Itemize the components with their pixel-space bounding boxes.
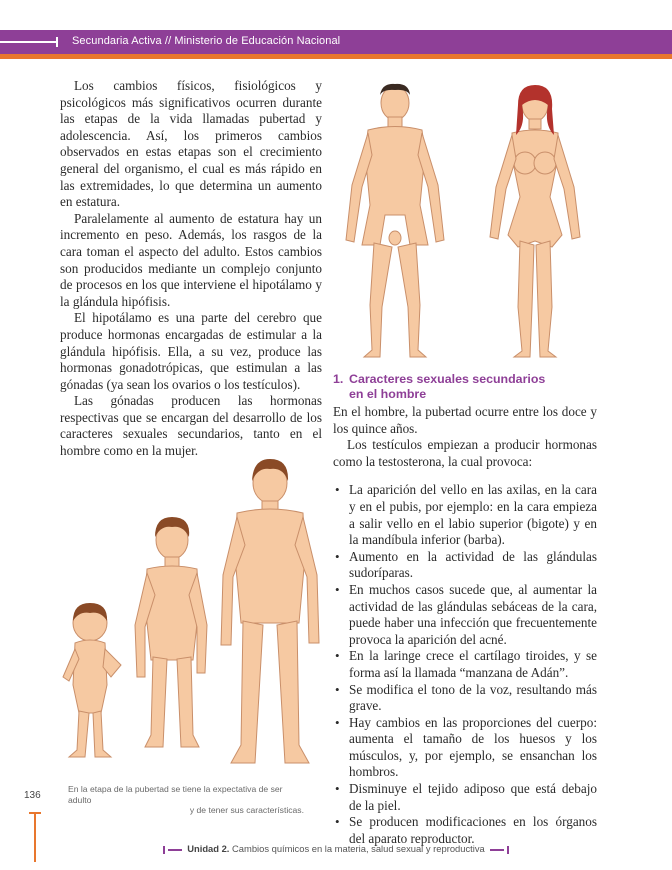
footer-title: Cambios químicos en la materia, salud sexual y reproductiva	[232, 843, 485, 854]
paragraph: Paralelamente al aumento de estatura hay un incremento en peso. Además, los rasgos de la cara toman el aspecto del adulto. Estos cambios son producidos mediante un complejo conjunto de procesos en los que interviene el hipotálamo y la glándula hipófisis.	[60, 210, 322, 309]
paragraph: El hipotálamo es una parte del cerebro que produce hormonas encargadas de estimular a la glándula hipófisis. Ella, a su vez, produce las hormonas gonadotrópicas, que estimulan a las gónadas (ya sean los ovarios o los testículos).	[60, 310, 322, 392]
young-child-figure	[63, 605, 121, 757]
footer-rule-end	[507, 846, 509, 854]
list-item: • Se modifica el tono de la voz, resultando más grave.	[333, 682, 597, 715]
page-number: 136	[24, 790, 41, 801]
list-item: • Disminuye el tejido adiposo que está debajo de la piel.	[333, 781, 597, 814]
list-item: • En muchos casos sucede que, al aumentar la actividad de las glándulas sebáceas de la cara, puede haber una infección que frecuentemente provoca la aparición del acné.	[333, 582, 597, 648]
caption-line: En la etapa de la pubertad se tiene la expectativa de ser adulto	[68, 784, 283, 805]
section-heading-line: Caracteres sexuales secundarios	[349, 372, 546, 386]
footer	[0, 843, 672, 854]
list-item: • Hay cambios en las proporciones del cuerpo: aumenta el tamaño de los huesos y los músculos, y, por ejemplo, se ensanchan los hombros.	[333, 715, 597, 781]
footer-rule	[490, 849, 504, 851]
teenager-figure	[221, 463, 319, 763]
header-rule-end	[56, 37, 58, 47]
list-item: • Se producen modificaciones en los órganos del aparato reproductor.	[333, 814, 597, 847]
figure-caption	[68, 784, 304, 816]
footer-rule	[168, 849, 182, 851]
paragraph: Los cambios físicos, fisiológicos y psicológicos más significativos ocurren durante las etapas de la vida llamadas pubertad y adolescencia. Así, los primeros cambios observados en estas etapas son el crecimiento general del organismo, el cual es más rápido en las extremidades, lo que determina un aumento en estatura.	[60, 78, 322, 210]
margin-rule	[34, 812, 36, 862]
paragraph: Las gónadas producen las hormonas respectivas que se encargan del desarrollo de los caracteres sexuales secundarios, tanto en el hombre como en la mujer.	[60, 393, 322, 459]
adult-man-woman-illustration	[330, 75, 610, 365]
list-item: • En la laringe crece el cartílago tiroides, y se forma así la llamada “manzana de Adán”.	[333, 648, 597, 681]
section-number: 1.	[333, 372, 344, 386]
adult-man-figure	[346, 86, 444, 357]
header-accent-stripe	[0, 54, 672, 59]
section-heading-line: en el hombre	[349, 387, 427, 401]
section-heading	[333, 372, 597, 402]
footer-rule-end	[163, 846, 165, 854]
adult-woman-figure	[490, 89, 580, 357]
boy-figure	[135, 521, 207, 747]
caption-line: y de tener sus características.	[189, 805, 304, 815]
bullet-list	[333, 482, 597, 847]
footer-unit: Unidad 2.	[187, 843, 230, 854]
right-column	[333, 372, 597, 847]
header-title: Secundaria Activa // Ministerio de Educación Nacional	[72, 35, 341, 47]
section-intro: Los testículos empiezan a producir hormonas como la testosterona, la cual provoca:	[333, 437, 597, 469]
header-rule	[0, 41, 58, 43]
left-column	[60, 78, 322, 460]
list-item: • La aparición del vello en las axilas, en la cara y en el pubis, por ejemplo: en la cara empieza a salir vello en el labio superior (bigote) y en la mandíbula inferior (barba).	[333, 482, 597, 548]
list-item: • Aumento en la actividad de las glándulas sudoríparas.	[333, 549, 597, 582]
growth-stages-illustration	[55, 445, 325, 780]
section-intro: En el hombre, la pubertad ocurre entre los doce y los quince años.	[333, 404, 597, 436]
